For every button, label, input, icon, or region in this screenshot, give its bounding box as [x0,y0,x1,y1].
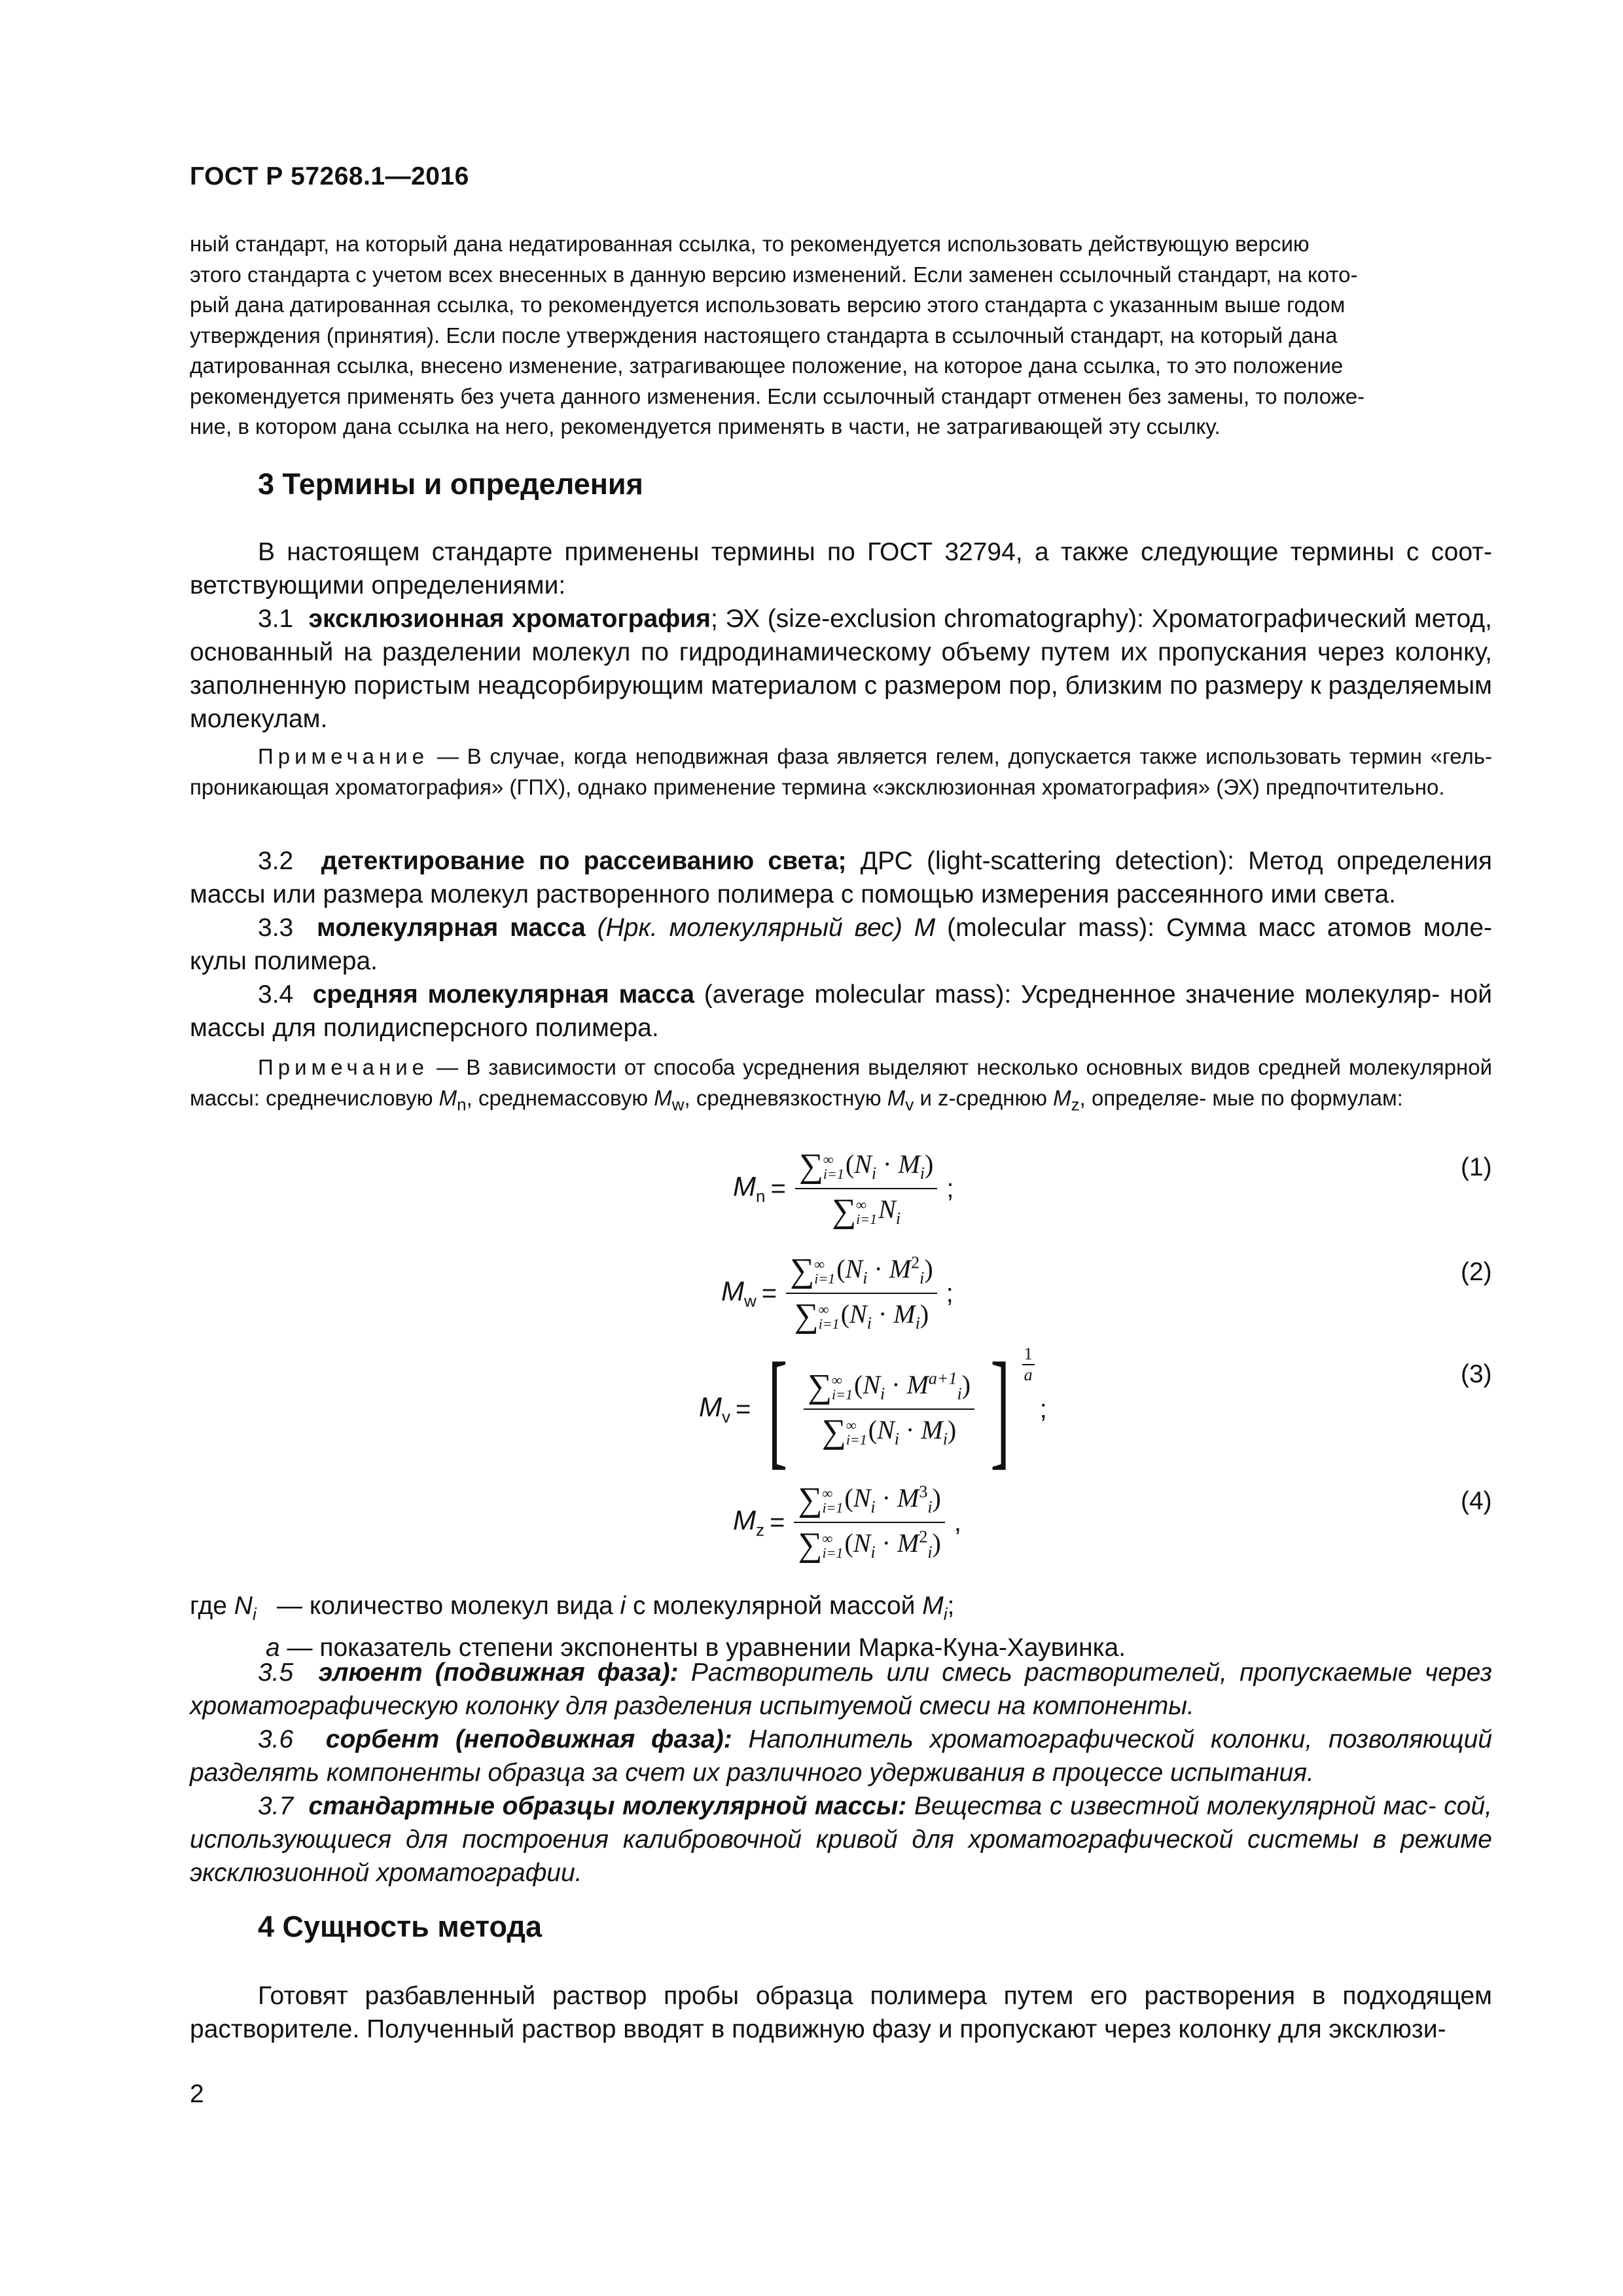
formula-subscript: i [870,1498,876,1516]
where-text: — количество молекул вида [277,1592,620,1620]
formula-2 [721,1251,959,1335]
exponent: a+1 [928,1369,957,1388]
paren: ) [947,1415,957,1444]
section-4-heading: 4 Сущность метода [258,1910,542,1943]
upper-limit: ∞ [823,1151,834,1168]
paren: ) [919,1299,929,1329]
formula-symbol: M [897,1528,919,1558]
paren: ) [925,1149,934,1179]
formula-symbol: M [921,1415,943,1444]
upper-limit: ∞ [856,1196,866,1213]
formula-symbol: N [878,1194,896,1224]
sum-symbol: ∑ [832,1193,857,1230]
formula-symbol: M [733,1170,756,1202]
term-title: эксклюзионная хроматография [308,605,711,633]
upper-limit: ∞ [822,1530,833,1547]
formula-subscript: i [863,1268,868,1287]
dot: · [883,1149,892,1179]
term-deprecated: молекулярный вес) M [669,914,936,942]
subscript: n [457,1094,467,1115]
formula-subscript: i [870,1543,876,1562]
sum-symbol: ∑ [807,1368,832,1405]
section-3-intro-text: В настоящем стандарте применены термины по ГОСТ 32794, а также следующие термины с соот- ветствующими определениями: [190,538,1492,600]
exponent: 3 [919,1482,928,1501]
note-text: — В зависимости от способа усреднения выделяют несколько основных видов средней молекулярной массы: среднечисловую [190,1055,1493,1110]
term-definition: Наполнитель хроматографической колонки, позволяющий разделять компоненты образца за счет их различного удерживания в процессе испытания. [190,1725,1493,1787]
term-number: 3.1 [258,605,294,633]
section-4-text [190,1979,1492,2046]
term-title: средняя молекулярная масса [312,980,695,1009]
lower-limit: i=1 [823,1165,844,1182]
formula-symbol: M [893,1299,916,1329]
punctuation: ; [946,1174,954,1203]
formula-subscript: i [894,1429,900,1448]
paren: ( [840,1299,850,1329]
equation-number: (1) [1461,1153,1492,1181]
paren: ) [932,1528,941,1558]
equation-number: (4) [1461,1487,1492,1515]
where-block: где $N_i$ — количество молекул вида i с молекулярной массой $M_i$; a — показатель степени экспоненты в уравнении Марка-Куна-Хаувинка. [190,1592,1126,1662]
formula-symbol: M [889,1254,912,1283]
formula-4 [733,1480,967,1564]
sum-symbol: ∑ [790,1252,815,1289]
punctuation: , [954,1507,961,1537]
lower-limit: i=1 [856,1210,878,1227]
note-text: , определяе- мые по формулам: [1079,1085,1403,1110]
exponent: 2 [911,1253,920,1272]
fraction [795,1147,938,1230]
dot: · [882,1483,891,1513]
formula-symbol: N [853,1528,871,1558]
sum-symbol: ∑ [798,1481,823,1518]
formula-symbol: M [898,1149,920,1179]
formula-symbol: i [620,1592,626,1620]
formula-subscript: i [942,1429,948,1448]
exponent-num: 1 [1022,1344,1035,1365]
subscript: v [905,1094,914,1115]
term-title: стандартные образцы молекулярной массы: [308,1792,907,1820]
formula-symbol: N [877,1415,895,1444]
intro-line: рекомендуется применять без учета данного изменения. Если ссылочный стандарт отменен без замены, то положе- [190,384,1365,408]
paren: ( [845,1149,855,1179]
upper-limit: ∞ [818,1300,829,1318]
dot: · [882,1528,891,1558]
term-deprecated-open: (Нрк. [585,914,669,942]
upper-limit: ∞ [814,1255,825,1272]
note-label: Примечание [258,1055,429,1079]
equals-sign: = [770,1507,785,1537]
equals-sign: = [761,1278,777,1308]
formula-subscript: i [871,1164,877,1183]
note-label: Примечание [258,744,429,768]
formula-subscript: n [756,1186,766,1206]
term-title: детектирование по рассеиванию света; [321,847,847,875]
symbol-M: M [438,1085,457,1110]
formula-symbol: N [849,1299,867,1329]
fraction [794,1480,945,1564]
formula-symbol: a [266,1633,280,1662]
formula-subscript: z [756,1520,764,1540]
formula-symbol: N [853,1483,871,1513]
term-definition: Вещества с известной молекулярной мас- сой, использующиеся для построения калибровочной кривой для хроматографической системы в режиме эксклюзионной хроматографии. [190,1792,1493,1887]
section-3-heading: 3 Термины и определения [258,467,643,501]
term-number: 3.7 [258,1792,294,1820]
where-label: где [190,1592,227,1620]
formula-subscript: i [252,1604,257,1624]
term-title: сорбент (неподвижная фаза): [325,1725,732,1753]
subscript: z [1071,1094,1080,1115]
punctuation: ; [946,1278,954,1308]
note-text: — В случае, когда неподвижная фаза является гелем, допускается также использовать термин «гель-проникающая хроматография» (ГПХ), однако применение термина «эксклюзионная хроматография» (ЭХ) предпочтительно. [190,744,1492,799]
formula-symbol: M [897,1483,919,1513]
term-number: 3.5 [258,1659,294,1687]
formula-symbol: M [906,1370,929,1399]
intro-line: ный стандарт, на который дана недатированная ссылка, то рекомендуется использовать действующую версию [190,232,1310,256]
paren: ) [961,1370,971,1399]
upper-limit: ∞ [846,1416,857,1433]
intro-line: утверждения (принятия). Если после утверждения настоящего стандарта в ссылочный стандарт, на который дана [190,323,1338,348]
term-number: 3.6 [258,1725,294,1753]
paren: ( [844,1483,853,1513]
formula-subscript: i [943,1604,948,1624]
formula-subscript: i [919,1164,925,1183]
formula-symbol: M [922,1592,944,1620]
sum-symbol: ∑ [798,1526,823,1564]
term-title: элюент (подвижная фаза): [318,1659,679,1687]
intro-line: этого стандарта с учетом всех внесенных в данную версию изменений. Если заменен ссылочный стандарт, на кото- [190,262,1358,287]
term-definition: (molecular mass): Сумма масс атомов моле- кулы полимера. [190,914,1493,975]
left-bracket: [ [768,1336,788,1481]
equation-number: (2) [1461,1258,1492,1286]
formula-subscript: i [895,1209,901,1228]
term-title: молекулярная масса [317,914,586,942]
formula-subscript: v [722,1407,730,1427]
formula-symbol: M [699,1391,722,1422]
dot: · [906,1415,915,1444]
dot: · [891,1370,901,1399]
symbol-M: M [654,1085,672,1110]
term-definition: ДРС (light-scattering detection): Метод определения массы или размера молекул растворенного полимера с помощью измерения рассеянного ими света. [190,847,1493,908]
lower-limit: i=1 [814,1270,836,1287]
formula-subscript: i [927,1498,933,1516]
formula-3 [699,1336,1052,1481]
document-header: ГОСТ Р 57268.1—2016 [190,162,469,190]
equals-sign: = [736,1394,751,1424]
where-text: — показатель степени экспоненты в уравнении Марка-Куна-Хаувинка. [279,1633,1126,1662]
paren: ) [924,1254,933,1283]
note-text: , средневязкостную [684,1085,887,1110]
fraction [804,1367,974,1451]
formula-subscript: w [744,1291,757,1311]
lower-limit: i=1 [846,1431,867,1448]
formula-subscript: i [915,1314,920,1333]
term-3-5 [190,1656,1492,1723]
sum-symbol: ∑ [821,1413,846,1450]
paren: ) [932,1483,941,1513]
exponent: 2 [919,1527,928,1547]
term-3-2 [190,844,1492,911]
punctuation: ; [1039,1394,1047,1424]
formula-symbol: M [721,1275,744,1306]
formula-1 [733,1147,959,1230]
page-number: 2 [190,2080,204,2108]
formula-symbol: N [234,1592,253,1620]
dot: · [878,1299,887,1329]
formula-subscript: i [957,1384,962,1403]
intro-line: датированная ссылка, внесено изменение, затрагивающее положение, на которое дана ссылка, то это положение [190,353,1344,378]
intro-line: рый дана датированная ссылка, то рекомендуется использовать версию этого стандарта с указанным выше годом [190,293,1346,317]
lower-limit: i=1 [832,1386,853,1403]
term-number: 3.2 [258,847,294,875]
where-text: с молекулярной массой [626,1592,923,1620]
power-fraction [1022,1344,1035,1385]
exponent-den: a [1024,1365,1033,1384]
right-bracket: ] [990,1336,1010,1481]
lower-limit: i=1 [818,1315,840,1332]
term-number: 3.3 [258,914,294,942]
term-definition: (average molecular mass): Усредненное значение молекуляр- ной массы для полидисперсного полимера. [190,980,1492,1042]
sum-symbol: ∑ [794,1297,819,1335]
note-text: и z-среднюю [914,1085,1054,1110]
paren: ( [844,1528,853,1558]
subscript: w [671,1094,685,1115]
intro-line: ние, в котором дана ссылка на него, рекомендуется применять в части, не затрагивающей эту ссылку. [190,414,1221,439]
note-1 [190,742,1492,802]
equals-sign: = [770,1174,786,1203]
note-text: , среднемассовую [466,1085,654,1110]
lower-limit: i=1 [822,1499,844,1516]
formula-symbol: N [863,1370,881,1399]
formula-symbol: N [845,1254,863,1283]
formula-symbol: N [854,1149,872,1179]
section-3-intro [190,535,1492,602]
paren: ( [854,1370,863,1399]
term-number: 3.4 [258,980,294,1009]
dot: · [874,1254,883,1283]
term-3-1 [190,602,1492,736]
symbol-M: M [887,1085,906,1110]
term-definition: Растворитель или смесь растворителей, пропускаемые через хроматографическую колонку для разделения испытуемой смеси на компоненты. [190,1659,1492,1720]
note-2 [190,1052,1492,1120]
formula-subscript: i [927,1543,933,1562]
lower-limit: i=1 [822,1544,844,1561]
term-definition: ; ЭХ (size-exclusion chromatography): Хроматографический метод, основанный на разделении молекул по гидродинамическому объему путем их пропускания через колонку, заполненную пористым неадсорбирующим материалом с размером пор, близким по размеру к разделяемым молекулам. [190,605,1493,733]
upper-limit: ∞ [832,1371,842,1388]
sum-symbol: ∑ [798,1147,823,1185]
paren: ( [836,1254,846,1283]
term-3-3 [190,911,1492,978]
fraction [786,1251,937,1335]
term-3-6 [190,1723,1492,1789]
intro-paragraph [190,229,1492,442]
formula-subscript: i [880,1384,885,1403]
formula-subscript: i [919,1268,925,1287]
term-3-7 [190,1789,1492,1890]
section-4-paragraph: Готовят разбавленный раствор пробы образца полимера путем его растворения в подходящем растворителе. Полученный раствор вводят в подвижную фазу и пропускают через колонку для эксклюзи- [190,1982,1492,2043]
formula-subscript: i [866,1314,872,1333]
upper-limit: ∞ [822,1484,833,1501]
paren: ( [868,1415,878,1444]
formula-symbol: M [733,1504,756,1535]
equation-number: (3) [1461,1360,1492,1388]
term-3-4 [190,978,1492,1045]
symbol-M: M [1053,1085,1071,1110]
